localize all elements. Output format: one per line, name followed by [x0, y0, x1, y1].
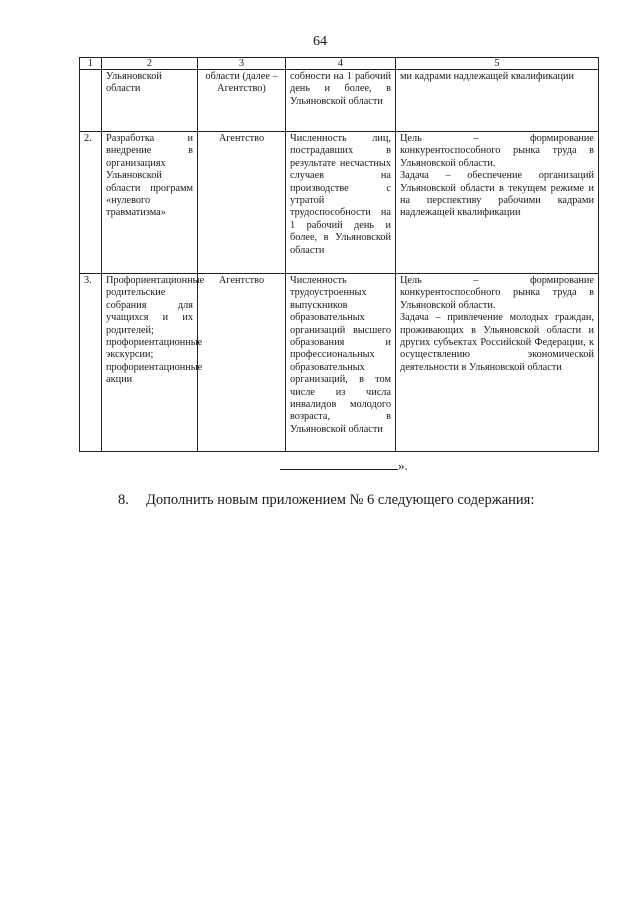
item-number: 8. [118, 492, 129, 508]
row-number [80, 70, 102, 132]
measure-name: Профориентационные родительские собрания для учащихся и их родителей; профориентационные экскурсии; профориентационные акции [102, 274, 198, 452]
responsible-executor: Агентство [198, 274, 286, 452]
closing-mark: ». [398, 458, 408, 473]
responsible-executor: области (далее – Агентство) [198, 70, 286, 132]
column-header: 1 [80, 58, 102, 70]
measures-table [79, 57, 599, 452]
indicator: собности на 1 рабочий день и более, в Ульяновской области [286, 70, 396, 132]
table-row [80, 274, 599, 452]
column-header: 4 [286, 58, 396, 70]
measure-name: Разработка и внедрение в организациях Ульяновской области программ «нулевого травматизма» [102, 132, 198, 274]
amendment-item-8 [118, 492, 588, 509]
goal-and-task: ми кадрами надлежащей квалификации [396, 70, 599, 132]
goal-and-task: Цель – формирование конкурентоспособного рынка труда в Ульяновской области. Задача – обеспечение организаций Ульяновской области в текущем режиме и на перспективу рабочими кадрами надлежащей квалификации [396, 132, 599, 274]
column-header: 2 [102, 58, 198, 70]
row-number: 3. [80, 274, 102, 452]
table-row [80, 70, 599, 132]
page-number: 64 [313, 34, 327, 49]
table-row [80, 132, 599, 274]
column-header: 5 [396, 58, 599, 70]
table-header-row [80, 58, 599, 70]
indicator: Численность лиц, пострадавших в результате несчастных случаев на производстве с утратой трудоспособности на 1 рабочий день и более, в Ульяновской области [286, 132, 396, 274]
item-text: Дополнить новым приложением № 6 следующего содержания: [146, 492, 535, 508]
measure-name: Ульяновской области [102, 70, 198, 132]
goal-and-task: Цель – формирование конкурентоспособного рынка труда в Ульяновской области. Задача – привлечение молодых граждан, проживающих в Ульяновской области и других субъектах Российской Федерации, к осуществлению экономической деятельности в Ульяновской области [396, 274, 599, 452]
column-header: 3 [198, 58, 286, 70]
underline-divider [280, 459, 398, 470]
indicator: Численность трудоустроенных выпускников образовательных организаций высшего образования и профессиональных образовательных организаций, в том числе из числа инвалидов молодого возраста, в Ульяновской области [286, 274, 396, 452]
responsible-executor: Агентство [198, 132, 286, 274]
closing-quote-line [280, 458, 440, 474]
row-number: 2. [80, 132, 102, 274]
